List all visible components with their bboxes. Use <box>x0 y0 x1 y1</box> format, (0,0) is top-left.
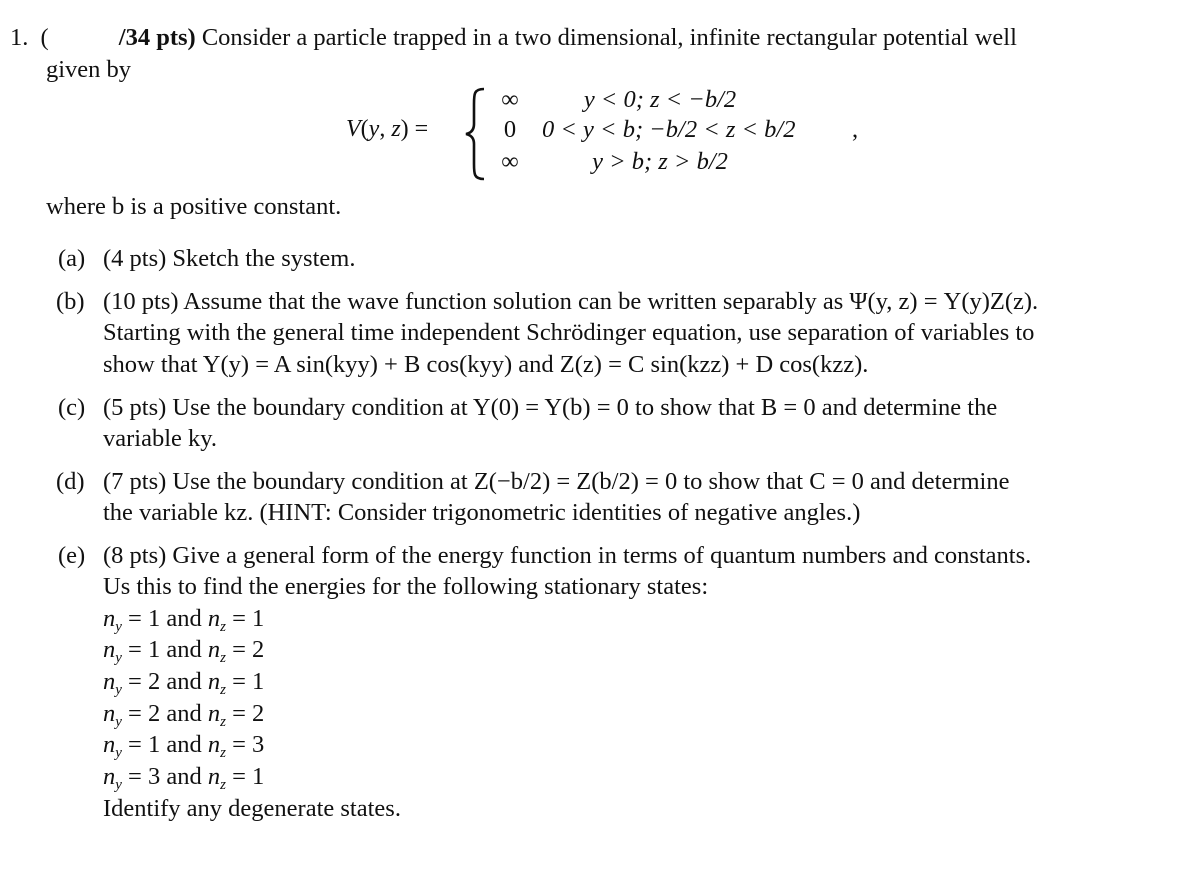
state-row: $n_y = 1$ and $n_z = 3$ <box>103 731 265 761</box>
potential-value-2: 0 <box>503 116 517 143</box>
state-ny: 1 <box>148 636 161 663</box>
part-b-label: (b) <box>56 288 85 315</box>
problem-header <box>10 24 1017 52</box>
state-and: and <box>166 700 202 727</box>
potential-value-1: ∞ <box>501 86 519 113</box>
state-and: and <box>166 731 202 758</box>
part-b-line2: Starting with the general time independent Schrödinger equation, use separation of variables to <box>103 319 1035 346</box>
state-nz: 3 <box>252 731 265 758</box>
part-b-line1: (10 pts) Assume that the wave function solution can be written separably as Ψ(y, z) = Y(y)Z(z). <box>103 288 1039 315</box>
part-a-label: (a) <box>58 245 86 272</box>
state-row: $n_y = 3$ and $n_z = 1$ <box>103 763 265 793</box>
left-brace-icon <box>462 86 490 182</box>
potential-condition-2: 0 < y < b; −b/2 < z < b/2 <box>542 116 796 143</box>
state-ny: 3 <box>148 763 161 790</box>
potential-condition-3: y > b; z > b/2 <box>592 148 728 175</box>
part-c-label: (c) <box>58 394 86 421</box>
part-d-line1: (7 pts) Use the boundary condition at Z(−b/2) = Z(b/2) = 0 to show that C = 0 and determine <box>103 468 1010 495</box>
state-row: $n_y = 2$ and $n_z = 2$ <box>103 700 265 730</box>
part-d-line2: the variable kz. (HINT: Consider trigonometric identities of negative angles.) <box>103 499 861 526</box>
problem-number: 1. <box>10 24 29 51</box>
part-a-text: (4 pts) Sketch the system. <box>103 245 356 272</box>
state-nz: 1 <box>252 605 265 632</box>
state-ny: 1 <box>148 731 161 758</box>
potential-condition-1: y < 0; z < −b/2 <box>583 86 737 113</box>
potential-trailing-comma: , <box>852 116 859 143</box>
state-and: and <box>166 605 202 632</box>
part-c-line1: (5 pts) Use the boundary condition at Y(0) = Y(b) = 0 to show that B = 0 and determine the <box>103 394 998 421</box>
state-row: $n_y = 1$ and $n_z = 2$ <box>103 636 265 666</box>
open-paren: ( <box>40 24 49 51</box>
state-and: and <box>166 763 202 790</box>
state-row: $n_y = 2$ and $n_z = 1$ <box>103 668 265 698</box>
state-ny: 2 <box>148 700 161 727</box>
potential-value-3: ∞ <box>501 148 519 175</box>
intro-line2: given by <box>46 56 132 83</box>
state-nz: 2 <box>252 700 265 727</box>
state-nz: 1 <box>252 763 265 790</box>
part-e-closing: Identify any degenerate states. <box>103 795 401 822</box>
state-row: $n_y = 1$ and $n_z = 1$ <box>103 605 265 635</box>
part-e-label: (e) <box>58 542 86 569</box>
state-and: and <box>166 668 202 695</box>
part-e-line2: Us this to find the energies for the following stationary states: <box>103 573 709 600</box>
potential-lhs: V(y, z) = <box>346 116 429 142</box>
state-and: and <box>166 636 202 663</box>
state-nz: 2 <box>252 636 265 663</box>
state-ny: 1 <box>148 605 161 632</box>
part-d-label: (d) <box>56 468 85 495</box>
intro-text: Consider a particle trapped in a two dimensional, infinite rectangular potential well <box>201 24 1017 51</box>
points-total: /34 pts) <box>118 24 196 51</box>
where-line: where b is a positive constant. <box>46 193 342 220</box>
state-nz: 1 <box>252 668 265 695</box>
part-c-line2: variable ky. <box>103 425 218 452</box>
part-e-line1: (8 pts) Give a general form of the energy function in terms of quantum numbers and constants. <box>103 542 1032 569</box>
state-ny: 2 <box>148 668 161 695</box>
part-b-line3: show that Y(y) = A sin(kyy) + B cos(kyy) and Z(z) = C sin(kzz) + D cos(kzz). <box>103 351 869 378</box>
